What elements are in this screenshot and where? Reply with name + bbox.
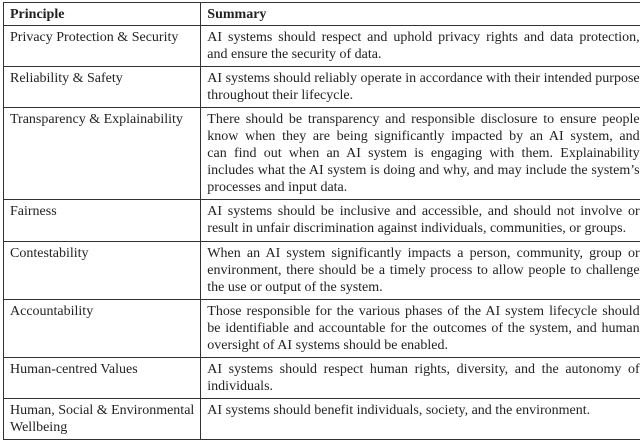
header-summary: Summary [201, 3, 640, 26]
principle-cell [4, 242, 201, 300]
summary-text: AI systems should respect human rights, diversity, and the autonomy of [207, 361, 639, 378]
principle-cell [4, 26, 201, 67]
principle-cell [4, 200, 201, 242]
principle-text: Human-centred Values [10, 361, 194, 378]
principle-cell [4, 108, 201, 200]
table-row [4, 67, 640, 108]
summary-cell [201, 108, 640, 200]
principle-text: Human, Social & Environmental [10, 402, 194, 419]
header-row [4, 3, 640, 26]
summary-text: throughout their lifecycle. [207, 87, 639, 104]
summary-text: AI systems should benefit individuals, society, and the environment. [207, 402, 639, 419]
table-row [4, 399, 640, 440]
summary-cell [201, 399, 640, 440]
principle-cell [4, 358, 201, 399]
principle-text: Contestability [10, 245, 194, 262]
summary-cell [201, 242, 640, 300]
summary-text: be identifiable and accountable for the outcomes of the system, and human [207, 320, 639, 337]
summary-text: know when they are being significantly impacted by an AI system, and [207, 128, 639, 145]
summary-text: can find out when an AI system is engaging with them. Explainability [207, 145, 639, 162]
header-principle: Principle [4, 3, 201, 26]
principle-text: Fairness [10, 203, 194, 220]
principle-text: Transparency & Explainability [10, 111, 194, 128]
table-row [4, 200, 640, 242]
table-row [4, 358, 640, 399]
table-row [4, 108, 640, 200]
principle-cell [4, 399, 201, 440]
summary-text: result in unfair discrimination against individuals, communities, or groups. [207, 220, 639, 237]
principle-text: Reliability & Safety [10, 70, 194, 87]
summary-text: AI systems should be inclusive and accessible, and should not involve or [207, 203, 639, 220]
summary-text: environment, there should be a timely process to allow people to challenge [207, 262, 639, 279]
summary-cell [201, 67, 640, 108]
summary-text: When an AI system significantly impacts a person, community, group or [207, 245, 639, 262]
summary-text: AI systems should reliably operate in accordance with their intended purpose [207, 70, 639, 87]
table-row [4, 300, 640, 358]
summary-text: the use or output of the system. [207, 279, 639, 296]
table-row [4, 242, 640, 300]
summary-text: and ensure the security of data. [207, 46, 639, 63]
summary-text: AI systems should respect and uphold privacy rights and data protection, [207, 29, 639, 46]
summary-text: includes what the AI system is doing and why, and may include the system’s [207, 162, 639, 179]
summary-cell [201, 358, 640, 399]
table-row [4, 26, 640, 67]
summary-cell [201, 300, 640, 358]
principles-table [3, 2, 640, 440]
principle-text: Wellbeing [10, 419, 194, 436]
summary-text: processes and input data. [207, 179, 639, 196]
principle-text: Privacy Protection & Security [10, 29, 194, 46]
summary-text: oversight of AI systems should be enabled. [207, 337, 639, 354]
principle-text: Accountability [10, 303, 194, 320]
summary-cell [201, 26, 640, 67]
summary-text: Those responsible for the various phases of the AI system lifecycle should [207, 303, 639, 320]
principle-cell [4, 67, 201, 108]
principle-cell [4, 300, 201, 358]
summary-cell [201, 200, 640, 242]
summary-text: There should be transparency and responsible disclosure to ensure people [207, 111, 639, 128]
summary-text: individuals. [207, 378, 639, 395]
